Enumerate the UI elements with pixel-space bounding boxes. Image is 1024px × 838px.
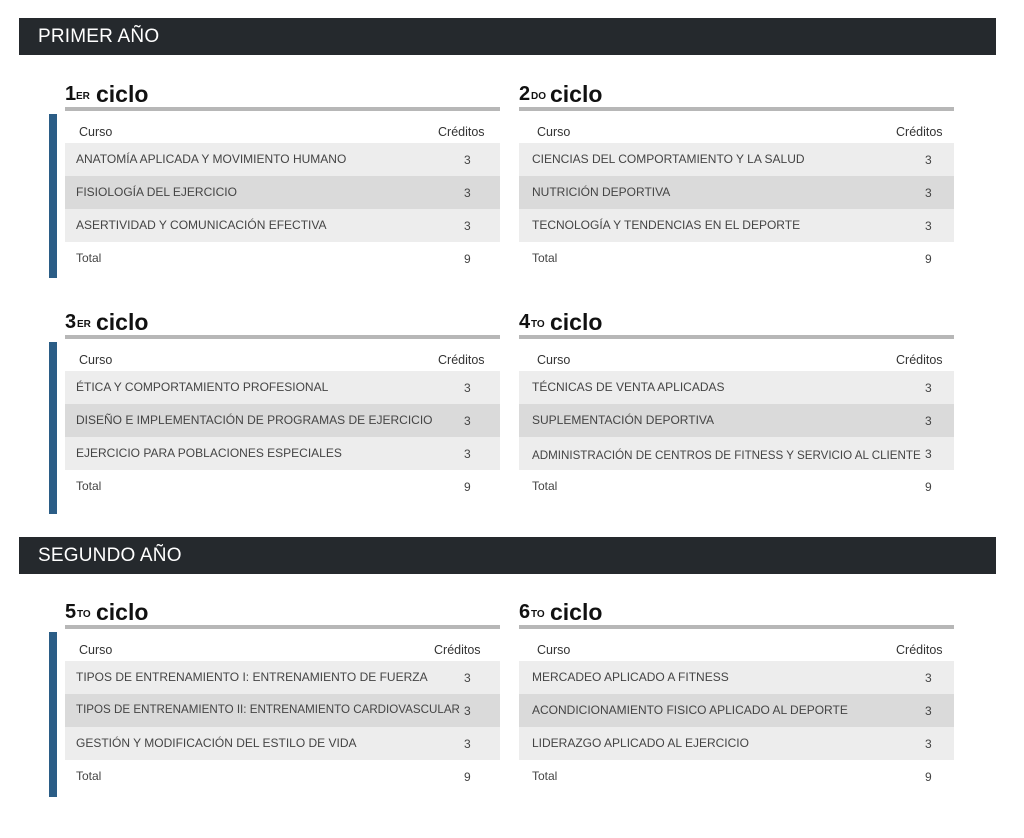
accent-bar (49, 114, 57, 278)
course-credits: 3 (925, 414, 932, 428)
total-label: Total (532, 769, 558, 783)
course-name: ADMINISTRACIÓN DE CENTROS DE FITNESS Y SERVICIO AL CLIENTE (532, 449, 921, 462)
course-name: ACONDICIONAMIENTO FISICO APLICADO AL DEPORTE (532, 703, 848, 717)
total-credits: 9 (464, 770, 471, 784)
course-name: TIPOS DE ENTRENAMIENTO I: ENTRENAMIENTO DE FUERZA (76, 670, 428, 684)
credits-header: Créditos (438, 353, 485, 367)
table-header (519, 634, 954, 661)
course-header: Curso (79, 643, 113, 657)
cycle-heading (519, 80, 954, 106)
cycle-heading (519, 308, 954, 334)
table-header (65, 344, 500, 371)
year-header-primer (19, 18, 996, 55)
cycle-number: 1 (65, 83, 77, 105)
course-credits: 3 (464, 381, 471, 395)
accent-bar (49, 342, 57, 514)
total-label: Total (532, 251, 558, 265)
total-row (65, 760, 500, 793)
course-credits: 3 (925, 153, 932, 167)
cycle-ordinal: TO (77, 609, 91, 620)
total-credits: 9 (925, 252, 932, 266)
table-header (519, 344, 954, 371)
cycle-number: 4 (519, 311, 531, 333)
course-credits: 3 (464, 737, 471, 751)
cycle-word: ciclo (96, 81, 149, 107)
total-label: Total (532, 479, 558, 493)
cycle-ordinal: DO (531, 91, 546, 102)
course-credits: 3 (464, 219, 471, 233)
table-row (65, 694, 500, 727)
course-credits: 3 (925, 381, 932, 395)
course-credits: 3 (925, 737, 932, 751)
cycle-word: ciclo (550, 309, 603, 335)
table-row (519, 143, 954, 176)
course-name: ANATOMÍA APLICADA Y MOVIMIENTO HUMANO (76, 152, 347, 166)
course-credits: 3 (464, 414, 471, 428)
cycle-number: 2 (519, 83, 531, 105)
table-row (65, 176, 500, 209)
course-name: GESTIÓN Y MODIFICACIÓN DEL ESTILO DE VIDA (76, 736, 357, 750)
course-credits: 3 (464, 704, 471, 718)
course-name: FISIOLOGÍA DEL EJERCICIO (76, 185, 237, 199)
course-name: LIDERAZGO APLICADO AL EJERCICIO (532, 736, 749, 750)
total-credits: 9 (925, 770, 932, 784)
table-row (65, 404, 500, 437)
course-header: Curso (79, 125, 113, 139)
table-row (65, 661, 500, 694)
year-title: PRIMER AÑO (38, 26, 160, 47)
year-header-segundo (19, 537, 996, 574)
total-label: Total (76, 479, 102, 493)
table-row (519, 694, 954, 727)
course-credits: 3 (925, 219, 932, 233)
total-label: Total (76, 251, 102, 265)
cycle-2 (519, 80, 954, 275)
table-row (519, 727, 954, 760)
cycle-number: 5 (65, 601, 77, 623)
table-header (65, 116, 500, 143)
total-credits: 9 (925, 480, 932, 494)
table-row (65, 727, 500, 760)
total-row (65, 242, 500, 275)
course-name: TIPOS DE ENTRENAMIENTO II: ENTRENAMIENTO CARDIOVASCULAR (76, 703, 460, 716)
cycle-word: ciclo (550, 599, 603, 625)
course-name: TECNOLOGÍA Y TENDENCIAS EN EL DEPORTE (532, 218, 801, 232)
total-row (519, 760, 954, 793)
total-label: Total (76, 769, 102, 783)
course-header: Curso (79, 353, 113, 367)
course-credits: 3 (464, 671, 471, 685)
course-credits: 3 (925, 704, 932, 718)
credits-header: Créditos (896, 353, 943, 367)
course-credits: 3 (925, 447, 932, 461)
cycle-ordinal: ER (77, 319, 91, 330)
accent-bar (49, 632, 57, 797)
cycle-4 (519, 308, 954, 503)
course-credits: 3 (464, 186, 471, 200)
year-title: SEGUNDO AÑO (38, 545, 182, 566)
table-row (519, 371, 954, 404)
table-row (519, 404, 954, 437)
total-credits: 9 (464, 252, 471, 266)
course-name: ASERTIVIDAD Y COMUNICACIÓN EFECTIVA (76, 218, 327, 232)
credits-header: Créditos (896, 125, 943, 139)
cycle-5 (65, 598, 500, 793)
table-row (519, 209, 954, 242)
total-row (65, 470, 500, 503)
cycle-number: 6 (519, 601, 531, 623)
course-name: NUTRICIÓN DEPORTIVA (532, 185, 671, 199)
cycle-heading (65, 308, 500, 334)
credits-header: Créditos (434, 643, 481, 657)
table-row (519, 176, 954, 209)
course-name: EJERCICIO PARA POBLACIONES ESPECIALES (76, 446, 342, 460)
cycle-6 (519, 598, 954, 793)
course-name: MERCADEO APLICADO A FITNESS (532, 670, 729, 684)
cycle-word: ciclo (550, 81, 603, 107)
cycle-number: 3 (65, 311, 77, 333)
course-credits: 3 (925, 671, 932, 685)
cycle-word: ciclo (96, 599, 149, 625)
credits-header: Créditos (896, 643, 943, 657)
total-row (519, 242, 954, 275)
course-credits: 3 (925, 186, 932, 200)
cycle-3 (65, 308, 500, 503)
cycle-word: ciclo (96, 309, 149, 335)
credits-header: Créditos (438, 125, 485, 139)
cycle-ordinal: TO (531, 609, 545, 620)
total-credits: 9 (464, 480, 471, 494)
course-credits: 3 (464, 153, 471, 167)
table-row (65, 371, 500, 404)
table-row (65, 209, 500, 242)
course-header: Curso (537, 125, 571, 139)
table-row (65, 437, 500, 470)
cycle-heading (65, 80, 500, 106)
cycle-ordinal: ER (76, 91, 90, 102)
course-name: ÉTICA Y COMPORTAMIENTO PROFESIONAL (76, 380, 329, 394)
table-header (519, 116, 954, 143)
course-name: CIENCIAS DEL COMPORTAMIENTO Y LA SALUD (532, 152, 805, 166)
cycle-heading (519, 598, 954, 624)
table-row (519, 437, 954, 470)
table-row (519, 661, 954, 694)
course-credits: 3 (464, 447, 471, 461)
course-name: DISEÑO E IMPLEMENTACIÓN DE PROGRAMAS DE EJERCICIO (76, 413, 433, 427)
course-header: Curso (537, 353, 571, 367)
course-header: Curso (537, 643, 571, 657)
course-name: TÉCNICAS DE VENTA APLICADAS (532, 380, 725, 394)
total-row (519, 470, 954, 503)
course-name: SUPLEMENTACIÓN DEPORTIVA (532, 413, 715, 427)
cycle-heading (65, 598, 500, 624)
cycle-ordinal: TO (531, 319, 545, 330)
table-header (65, 634, 500, 661)
cycle-1 (65, 80, 500, 275)
table-row (65, 143, 500, 176)
